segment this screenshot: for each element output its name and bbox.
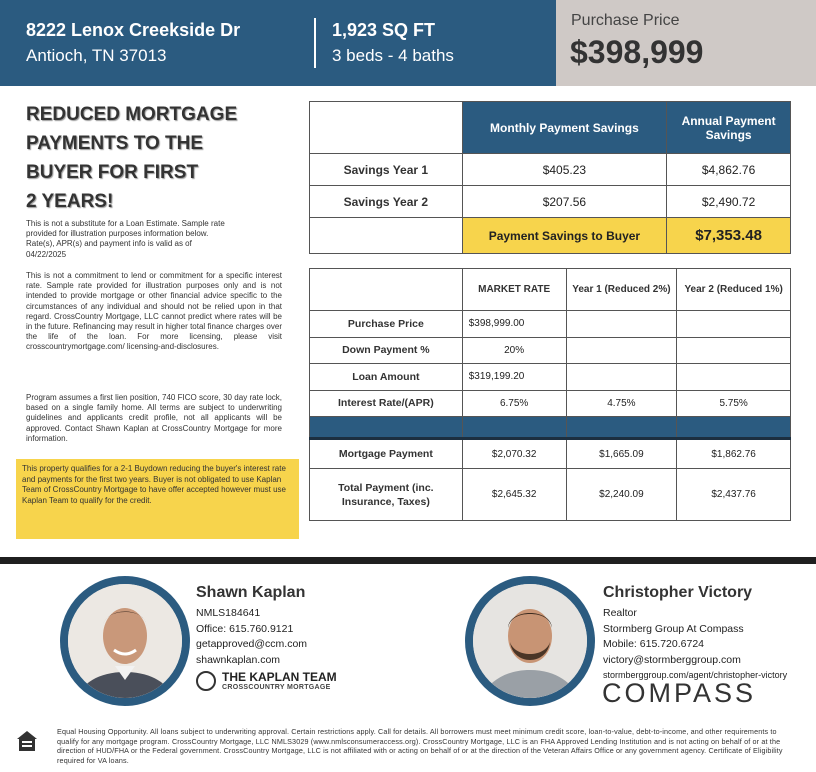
property-size <box>332 20 454 66</box>
table-header-row <box>310 269 791 311</box>
listing-header <box>0 0 816 86</box>
program-note: Program assumes a first lien position, 740 FICO score, 30 day rate lock, based on a single family home. All terms are subject to underwriting guidelines and applicants credit profile, not all applicants will be approved. Contact Shawn Kaplan at CrossCountry Mortgage for more information. <box>26 393 282 443</box>
table-row <box>310 154 791 186</box>
table-row <box>310 439 791 469</box>
agent-company: Stormberg Group At Compass <box>603 622 744 635</box>
purchase-price: $398,999 <box>570 34 704 70</box>
avatar <box>465 576 595 706</box>
table-cell: $405.23 <box>462 154 667 186</box>
loan-officer-card <box>196 583 307 668</box>
property-address <box>26 20 240 66</box>
table-separator-band <box>310 417 791 439</box>
table-cell: $1,862.76 <box>677 439 791 469</box>
compass-logo: COMPASS <box>602 678 757 708</box>
table-cell <box>566 337 677 364</box>
table-cell <box>677 311 791 338</box>
website-link[interactable]: stormberggroup.com/agent/christopher-victory <box>603 670 788 680</box>
total-label: Payment Savings to Buyer <box>462 218 667 254</box>
table-cell: $1,665.09 <box>566 439 677 469</box>
person-icon <box>473 584 587 698</box>
logo-text <box>222 671 337 691</box>
row-label: Purchase Price <box>310 311 463 338</box>
table-cell: 5.75% <box>677 390 791 417</box>
logo-ring-icon <box>196 671 216 691</box>
loan-estimate-note: This is not a substitute for a Loan Estimate. Sample rate provided for illustration purposes information below. Rate(s), APR(s) and payment info is valid as of 04/22/2025 <box>26 219 225 259</box>
agent-name: Shawn Kaplan <box>196 584 306 601</box>
row-label: Total Payment (inc. Insurance, Taxes) <box>310 469 463 521</box>
column-header: Year 2 (Reduced 1%) <box>677 269 791 311</box>
column-header: Annual Payment Savings <box>667 102 791 154</box>
table-row <box>310 311 791 338</box>
total-value: $7,353.48 <box>667 218 791 254</box>
band-cell <box>462 417 566 439</box>
footer-divider <box>0 557 816 564</box>
kaplan-team-logo <box>196 671 337 691</box>
square-footage: 1,923 SQ FT <box>332 20 436 40</box>
address-city: Antioch, TN 37013 <box>26 46 167 65</box>
table-cell: $319,199.20 <box>462 364 566 391</box>
table-cell: $207.56 <box>462 186 667 218</box>
row-label: Savings Year 1 <box>310 154 463 186</box>
table-cell: 6.75% <box>462 390 566 417</box>
table-corner-cell <box>310 102 463 154</box>
nmls-number: NMLS184641 <box>196 607 261 619</box>
table-cell: $2,070.32 <box>462 439 566 469</box>
beds-baths: 3 beds - 4 baths <box>332 46 454 65</box>
header-divider <box>314 18 316 68</box>
buydown-callout: This property qualifies for a 2-1 Buydown reducing the buyer's interest rate and payments for the first two years. Buyer is not obligated to use Kaplan Team of CrossCountry Mortgage to have offer accepted however must use Kaplan Team to qualify for the credit. <box>16 459 299 539</box>
headline-line: 2 YEARS! <box>26 191 114 212</box>
table-corner-cell <box>310 269 463 311</box>
agent-photo <box>473 584 587 698</box>
empty-cell <box>310 218 463 254</box>
header-info-panel <box>0 0 556 86</box>
commitment-note: This is not a commitment to lend or commitment for a specific interest rate. Sample rate provided for illustration purposes only and is not intended to provide mortgage or other financial advice specific to the circumstances of any individual and should not be relied upon in that regard. CrossCountry Mortgage, LLC cannot predict where rates will be in the future. Refinancing may result in higher total finance charges over the life of the loan. For more licensing, please visit crosscountrymortgage.com/ licensing-and-disclosures. <box>26 271 282 352</box>
row-label: Savings Year 2 <box>310 186 463 218</box>
mobile-phone[interactable]: Mobile: 615.720.6724 <box>603 638 704 650</box>
table-cell <box>677 364 791 391</box>
savings-table <box>309 101 791 254</box>
table-row <box>310 337 791 364</box>
column-header: Year 1 (Reduced 2%) <box>566 269 677 311</box>
table-cell: 4.75% <box>566 390 677 417</box>
table-row <box>310 364 791 391</box>
table-cell <box>677 337 791 364</box>
column-header: MARKET RATE <box>462 269 566 311</box>
agent-photo <box>68 584 182 698</box>
table-cell: 20% <box>462 337 566 364</box>
table-header-row <box>310 102 791 154</box>
table-row <box>310 186 791 218</box>
price-label: Purchase Price <box>571 12 680 29</box>
table-cell: $398,999.00 <box>462 311 566 338</box>
realtor-card <box>603 583 787 684</box>
row-label: Down Payment % <box>310 337 463 364</box>
logo-title: THE KAPLAN TEAM <box>222 670 337 684</box>
table-cell: $2,490.72 <box>667 186 791 218</box>
total-row <box>310 218 791 254</box>
table-cell: $2,645.32 <box>462 469 566 521</box>
rate-comparison-table <box>309 268 791 521</box>
table-cell: $4,862.76 <box>667 154 791 186</box>
row-label: Loan Amount <box>310 364 463 391</box>
table-cell <box>566 364 677 391</box>
table-cell <box>566 311 677 338</box>
equal-housing-icon <box>16 730 38 752</box>
table-row <box>310 390 791 417</box>
table-cell: $2,437.76 <box>677 469 791 521</box>
headline <box>26 100 296 216</box>
column-header: Monthly Payment Savings <box>462 102 667 154</box>
email-link[interactable]: getapproved@ccm.com <box>196 638 308 650</box>
headline-line: PAYMENTS TO THE <box>26 133 204 154</box>
agent-title: Realtor <box>603 607 637 619</box>
band-cell <box>677 417 791 439</box>
email-link[interactable]: victory@stormberggroup.com <box>603 653 741 666</box>
headline-line: REDUCED MORTGAGE <box>26 104 238 125</box>
website-link[interactable]: shawnkaplan.com <box>196 653 281 666</box>
office-phone[interactable]: Office: 615.760.9121 <box>196 622 294 635</box>
headline-line: BUYER FOR FIRST <box>26 162 199 183</box>
avatar <box>60 576 190 706</box>
price-panel <box>556 0 816 86</box>
logo-subtitle: CROSSCOUNTRY MORTGAGE <box>222 684 331 691</box>
band-cell <box>310 417 463 439</box>
agent-name: Christopher Victory <box>603 584 753 601</box>
person-icon <box>68 584 182 698</box>
address-street: 8222 Lenox Creekside Dr <box>26 20 241 40</box>
legal-disclaimer: Equal Housing Opportunity. All loans subject to underwriting approval. Certain restrictions apply. Call for details. All borrowers must meet minimum credit score, loan-to-value, debt-to-income, and other requirements to qualify for any mortgage program. CrossCountry Mortgage, LLC NMLS3029 (www.nmlsconsumeraccess.org). CrossCountry Mortgage, LLC is an FHA Approved Lending Institution and is not acting on behalf of or at the direction of HUD/FHA or the Federal government. CrossCountry Mortgage, LLC is not affiliated with or acting on behalf of or at the direction of the Veteran Affairs Office or any government agency. Certificate of Eligibility required for VA loans. <box>57 727 783 765</box>
band-cell <box>566 417 677 439</box>
row-label: Interest Rate/(APR) <box>310 390 463 417</box>
table-row <box>310 469 791 521</box>
table-cell: $2,240.09 <box>566 469 677 521</box>
row-label: Mortgage Payment <box>310 439 463 469</box>
